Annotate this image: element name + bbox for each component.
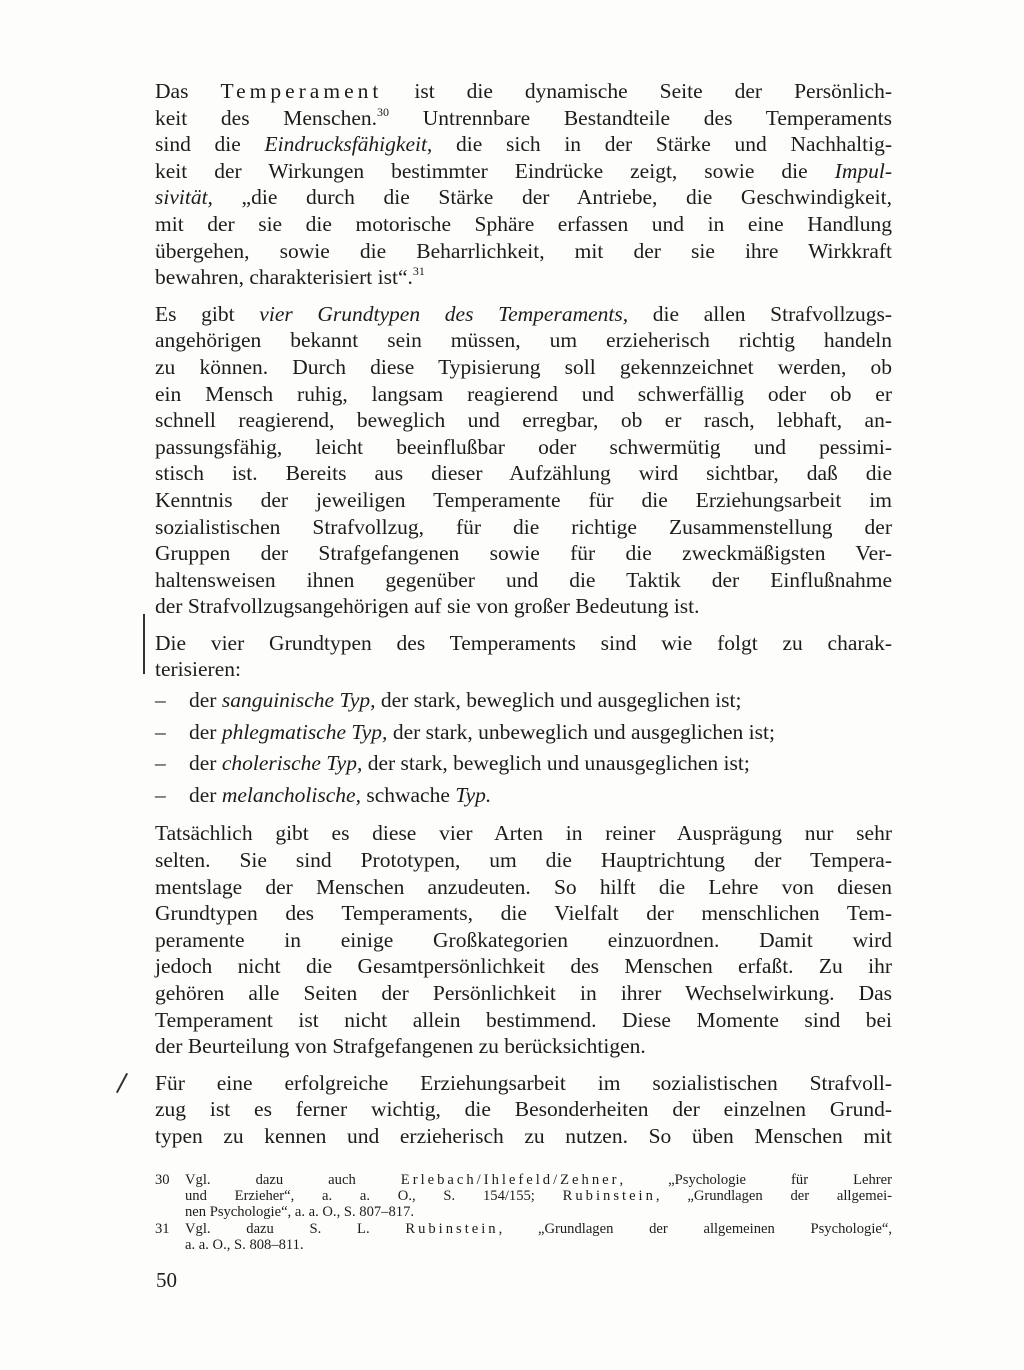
spaced-term: Temperament bbox=[220, 79, 383, 103]
spaced-term: Rubinstein bbox=[562, 1187, 656, 1204]
footnote-ref: 30 bbox=[377, 104, 390, 119]
page-content bbox=[155, 78, 892, 1254]
text-line: stisch ist. Bereits aus dieser Aufzählung wird sichtbar, daß die bbox=[155, 461, 892, 486]
text-run: die sich in der Stärke und Nachhaltig- bbox=[432, 132, 892, 157]
text-line: übergehen, sowie die Beharrlichkeit, mit der sie ihre Wirkkraft bbox=[155, 238, 892, 263]
text-line: haltensweisen ihnen gegenüber und die Taktik der Einflußnahme bbox=[155, 567, 892, 592]
text-run: , „Grundlagen der allgemeinen Psychologie“, bbox=[498, 1220, 892, 1237]
margin-mark-stroke bbox=[116, 1073, 128, 1093]
footnote-number: 31 bbox=[155, 1220, 170, 1237]
italic-term: vier Grundtypen des Temperaments, bbox=[259, 301, 629, 326]
text-line: jedoch nicht die Gesamtpersönlichkeit des Menschen erfaßt. Zu ihr bbox=[155, 954, 892, 979]
text-run: schwache bbox=[360, 782, 456, 807]
text-line: Die vier Grundtypen des Temperaments sind wie folgt zu charak- bbox=[155, 630, 892, 655]
text-run: sind die bbox=[155, 132, 265, 157]
italic-term: sivität, bbox=[155, 185, 213, 210]
paragraph-temperament-definition bbox=[155, 78, 892, 291]
text-line: zu können. Durch diese Typisierung soll gekennzeichnet werden, ob bbox=[155, 354, 892, 379]
paragraph-education bbox=[155, 1070, 892, 1150]
text-line: schnell reagierend, beweglich und erregbar, ob er rasch, lebhaft, an- bbox=[155, 408, 892, 433]
text-run: , „Psychologie für Lehrer bbox=[619, 1171, 892, 1188]
text-run: Vgl. dazu auch bbox=[185, 1171, 401, 1188]
dash-bullet: – bbox=[155, 782, 166, 807]
text-line: Temperament ist nicht allein bestimmend. Diese Momente sind bei bbox=[155, 1007, 892, 1032]
text-line bbox=[155, 158, 892, 185]
text-line: angehörigen bekannt sein müssen, um erzieherisch richtig handeln bbox=[155, 328, 892, 353]
text-line: zug ist es ferner wichtig, die Besonderheiten der einzelnen Grund- bbox=[155, 1097, 892, 1122]
text-line: Gruppen der Strafgefangenen sowie für die zweckmäßigsten Ver- bbox=[155, 541, 892, 566]
text-run: Vgl. dazu S. L. bbox=[185, 1220, 406, 1237]
text-run: bewahren, charakterisiert ist“. bbox=[155, 265, 413, 290]
text-line: sozialistischen Strafvollzug, für die richtige Zusammenstellung der bbox=[155, 514, 892, 539]
text-line: mit der sie die motorische Sphäre erfassen und in eine Handlung bbox=[155, 211, 892, 236]
spaced-term: Erlebach/Ihlefeld/Zehner bbox=[400, 1171, 620, 1188]
text-run: der stark, beweglich und unausgeglichen ist; bbox=[362, 751, 750, 776]
text-run: der stark, beweglich und ausgeglichen ist; bbox=[375, 688, 742, 713]
text-line: nen Psychologie“, a. a. O., S. 807–817. bbox=[185, 1203, 415, 1220]
text-line bbox=[155, 105, 892, 132]
dash-bullet: – bbox=[155, 751, 166, 776]
text-line: der Beurteilung von Strafgefangenen zu berücksichtigen. bbox=[155, 1034, 646, 1059]
text-run: Das bbox=[155, 79, 221, 103]
text-line: terisieren: bbox=[155, 657, 241, 682]
text-run: der bbox=[189, 719, 222, 744]
text-line: mentslage der Menschen anzudeuten. So hilft die Lehre von diesen bbox=[155, 874, 892, 899]
footnote-ref: 31 bbox=[412, 264, 425, 279]
dash-bullet: – bbox=[155, 719, 166, 744]
text-line: gehören alle Seiten der Persönlichkeit in ihrer Wechselwirkung. Das bbox=[155, 981, 892, 1005]
text-run: , „Grundlagen der allgemei- bbox=[655, 1187, 893, 1204]
text-run: der stark, unbeweglich und ausgeglichen ist; bbox=[387, 719, 775, 744]
page-number: 50 bbox=[156, 1268, 177, 1292]
footnote-number: 30 bbox=[155, 1171, 170, 1188]
footnote-30 bbox=[155, 1172, 892, 1220]
text-run: und Erzieher“, a. a. O., S. 154/155; bbox=[185, 1187, 563, 1204]
text-line bbox=[155, 184, 892, 211]
list-item bbox=[155, 782, 892, 809]
paragraph-four-types bbox=[155, 301, 892, 620]
text-line: ein Mensch ruhig, langsam reagierend und schwerfällig oder ob er bbox=[155, 381, 892, 406]
text-line: Kenntnis der jeweiligen Temperamente für die Erziehungsarbeit im bbox=[155, 487, 892, 512]
paragraph-prototypes bbox=[155, 820, 892, 1059]
text-line: selten. Sie sind Prototypen, um die Hauptrichtung der Tempera- bbox=[155, 848, 892, 873]
list-item bbox=[155, 750, 892, 777]
dash-bullet: – bbox=[155, 688, 166, 713]
text-run: der bbox=[189, 782, 222, 807]
footnote-31 bbox=[155, 1221, 892, 1253]
italic-term: cholerische Typ, bbox=[221, 751, 363, 776]
footnotes bbox=[155, 1172, 892, 1253]
list-item bbox=[155, 719, 892, 746]
text-line bbox=[155, 131, 892, 158]
text-run: „die durch die Stärke der Antriebe, die Geschwindigkeit, bbox=[212, 185, 892, 210]
italic-term: Eindrucksfähigkeit, bbox=[264, 132, 433, 157]
text-run: der bbox=[189, 688, 222, 713]
text-line: typen zu kennen und erzieherisch zu nutzen. So üben Menschen mit bbox=[155, 1123, 892, 1148]
text-line bbox=[155, 264, 892, 291]
text-line bbox=[185, 1188, 892, 1204]
text-line: a. a. O., S. 808–811. bbox=[185, 1236, 304, 1253]
text-run: Es gibt bbox=[155, 301, 260, 326]
italic-term: sanguinische Typ, bbox=[221, 688, 376, 713]
text-line: Für eine erfolgreiche Erziehungsarbeit im sozialistischen Strafvoll- bbox=[155, 1070, 892, 1095]
text-line: passungsfähig, leicht beeinflußbar oder schwermütig und pessimi- bbox=[155, 434, 892, 459]
list-item bbox=[155, 687, 892, 714]
text-run: die allen Strafvollzugs- bbox=[628, 301, 892, 326]
text-line: der Strafvollzugsangehörigen auf sie von großer Bedeutung ist. bbox=[155, 594, 700, 619]
italic-term: Typ. bbox=[455, 782, 492, 807]
text-run: ist die dynamische Seite der Persönlich- bbox=[382, 79, 893, 103]
text-line bbox=[155, 78, 892, 105]
text-line: Grundtypen des Temperaments, die Vielfalt der menschlichen Tem- bbox=[155, 901, 892, 926]
italic-term: phlegmatische Typ, bbox=[221, 719, 388, 744]
text-line bbox=[155, 301, 892, 328]
italic-term: melancholische, bbox=[221, 782, 361, 807]
text-line bbox=[185, 1221, 892, 1237]
margin-mark-bar bbox=[143, 614, 145, 674]
text-line: Tatsächlich gibt es diese vier Arten in reiner Ausprägung nur sehr bbox=[155, 821, 892, 846]
italic-term: Impul- bbox=[834, 158, 892, 183]
spaced-term: Rubinstein bbox=[405, 1220, 499, 1237]
text-line bbox=[185, 1172, 892, 1188]
text-run: der bbox=[189, 751, 222, 776]
text-run: keit des Menschen. bbox=[155, 105, 378, 130]
temperament-types-list bbox=[155, 687, 892, 808]
text-line: peramente in einige Großkategorien einzuordnen. Damit wird bbox=[155, 927, 892, 952]
paragraph-types-intro bbox=[155, 630, 892, 683]
text-run: keit der Wirkungen bestimmter Eindrücke zeigt, sowie die bbox=[155, 158, 835, 183]
text-run: Untrennbare Bestandteile des Temperaments bbox=[389, 105, 892, 130]
